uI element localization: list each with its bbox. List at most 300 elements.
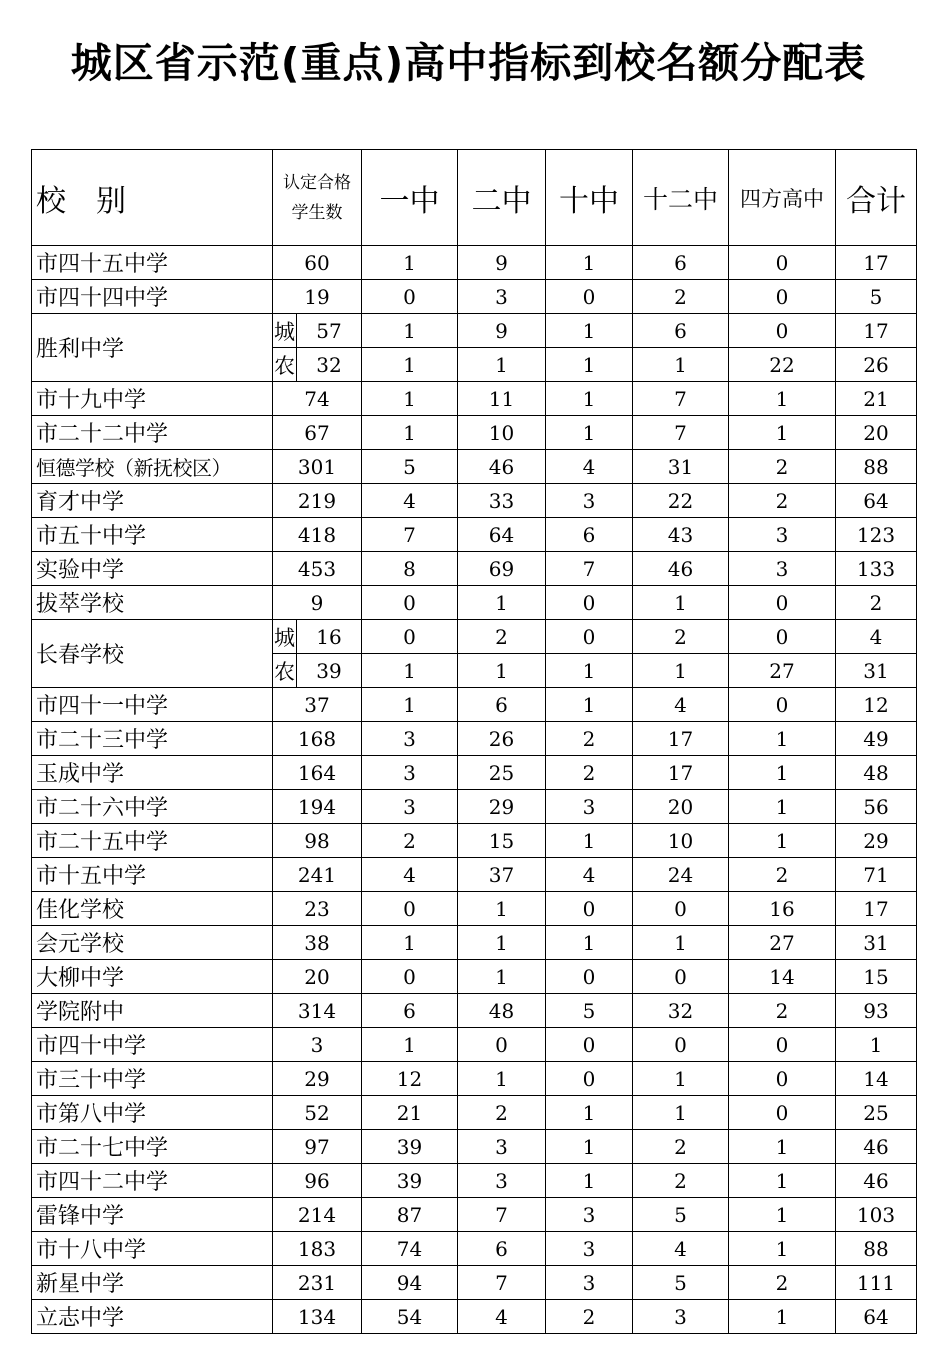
yizhong-cell: 54: [362, 1300, 458, 1334]
erzhong-cell: 26: [458, 722, 546, 756]
school-name: 实验中学: [32, 552, 273, 586]
shierzhong-cell: 10: [633, 824, 729, 858]
school-name: 市十九中学: [32, 382, 273, 416]
erzhong-cell: 11: [458, 382, 546, 416]
erzhong-cell: 1: [458, 1062, 546, 1096]
yizhong-cell: 8: [362, 552, 458, 586]
table-row: [32, 688, 917, 722]
sifang-cell: 27: [729, 654, 836, 688]
shizhong-cell: 1: [546, 654, 633, 688]
table-row: [32, 1164, 917, 1198]
sifang-cell: 1: [729, 1164, 836, 1198]
total-cell: 17: [836, 892, 917, 926]
shierzhong-cell: 31: [633, 450, 729, 484]
table-row: [32, 450, 917, 484]
total-cell: 5: [836, 280, 917, 314]
qualified-count: 241: [273, 858, 362, 892]
sifang-cell: 0: [729, 620, 836, 654]
table-body: [32, 246, 917, 1334]
sifang-cell: 0: [729, 1096, 836, 1130]
table-row: [32, 960, 917, 994]
total-cell: 64: [836, 1300, 917, 1334]
yizhong-cell: 1: [362, 246, 458, 280]
table-row: [32, 314, 917, 348]
qualified-count: 96: [273, 1164, 362, 1198]
qualified-count: 19: [273, 280, 362, 314]
shierzhong-cell: 6: [633, 314, 729, 348]
total-cell: 17: [836, 314, 917, 348]
qualified-count: 453: [273, 552, 362, 586]
shizhong-cell: 0: [546, 280, 633, 314]
shizhong-cell: 1: [546, 314, 633, 348]
table-row: [32, 416, 917, 450]
table-row: [32, 1062, 917, 1096]
yizhong-cell: 0: [362, 586, 458, 620]
erzhong-cell: 9: [458, 246, 546, 280]
total-cell: 46: [836, 1130, 917, 1164]
shizhong-cell: 5: [546, 994, 633, 1028]
qualified-count: 23: [273, 892, 362, 926]
sifang-cell: 0: [729, 1062, 836, 1096]
shizhong-cell: 1: [546, 348, 633, 382]
erzhong-cell: 3: [458, 1130, 546, 1164]
erzhong-cell: 1: [458, 348, 546, 382]
header-yizhong: 一中: [362, 150, 458, 246]
erzhong-cell: 37: [458, 858, 546, 892]
area-label: 城: [273, 620, 297, 654]
yizhong-cell: 1: [362, 926, 458, 960]
erzhong-cell: 33: [458, 484, 546, 518]
yizhong-cell: 0: [362, 620, 458, 654]
sifang-cell: 2: [729, 858, 836, 892]
shizhong-cell: 2: [546, 722, 633, 756]
school-name: 市四十五中学: [32, 246, 273, 280]
table-row: [32, 1198, 917, 1232]
sifang-cell: 2: [729, 484, 836, 518]
school-name: 佳化学校: [32, 892, 273, 926]
shierzhong-cell: 46: [633, 552, 729, 586]
table-row: [32, 994, 917, 1028]
erzhong-cell: 64: [458, 518, 546, 552]
total-cell: 14: [836, 1062, 917, 1096]
erzhong-cell: 1: [458, 960, 546, 994]
qualified-count: 74: [273, 382, 362, 416]
total-cell: 56: [836, 790, 917, 824]
school-name: 市二十二中学: [32, 416, 273, 450]
table-row: [32, 518, 917, 552]
shierzhong-cell: 17: [633, 722, 729, 756]
yizhong-cell: 3: [362, 756, 458, 790]
total-cell: 17: [836, 246, 917, 280]
shierzhong-cell: 1: [633, 654, 729, 688]
yizhong-cell: 3: [362, 790, 458, 824]
sifang-cell: 1: [729, 790, 836, 824]
qualified-count: 52: [273, 1096, 362, 1130]
shierzhong-cell: 2: [633, 1130, 729, 1164]
yizhong-cell: 0: [362, 280, 458, 314]
qualified-count: 168: [273, 722, 362, 756]
yizhong-cell: 7: [362, 518, 458, 552]
total-cell: 93: [836, 994, 917, 1028]
erzhong-cell: 10: [458, 416, 546, 450]
yizhong-cell: 0: [362, 960, 458, 994]
shierzhong-cell: 0: [633, 892, 729, 926]
header-school: 校 别: [32, 150, 273, 246]
sifang-cell: 1: [729, 756, 836, 790]
shizhong-cell: 1: [546, 1164, 633, 1198]
shierzhong-cell: 1: [633, 1062, 729, 1096]
shizhong-cell: 1: [546, 416, 633, 450]
yizhong-cell: 4: [362, 858, 458, 892]
school-name: 市五十中学: [32, 518, 273, 552]
erzhong-cell: 25: [458, 756, 546, 790]
school-name: 雷锋中学: [32, 1198, 273, 1232]
qualified-count: 183: [273, 1232, 362, 1266]
shierzhong-cell: 6: [633, 246, 729, 280]
total-cell: 88: [836, 450, 917, 484]
erzhong-cell: 1: [458, 654, 546, 688]
shierzhong-cell: 2: [633, 1164, 729, 1198]
table-row: [32, 926, 917, 960]
erzhong-cell: 1: [458, 926, 546, 960]
sifang-cell: 0: [729, 280, 836, 314]
school-name: 市二十三中学: [32, 722, 273, 756]
table-row: [32, 246, 917, 280]
shizhong-cell: 6: [546, 518, 633, 552]
qualified-count: 3: [273, 1028, 362, 1062]
table-row: [32, 586, 917, 620]
yizhong-cell: 1: [362, 688, 458, 722]
table-row: [32, 484, 917, 518]
shierzhong-cell: 4: [633, 1232, 729, 1266]
shizhong-cell: 0: [546, 620, 633, 654]
erzhong-cell: 3: [458, 1164, 546, 1198]
shierzhong-cell: 17: [633, 756, 729, 790]
sifang-cell: 2: [729, 1266, 836, 1300]
shierzhong-cell: 2: [633, 620, 729, 654]
total-cell: 123: [836, 518, 917, 552]
qualified-count: 219: [273, 484, 362, 518]
sifang-cell: 22: [729, 348, 836, 382]
yizhong-cell: 12: [362, 1062, 458, 1096]
shizhong-cell: 4: [546, 858, 633, 892]
table-row: [32, 1232, 917, 1266]
erzhong-cell: 15: [458, 824, 546, 858]
total-cell: 31: [836, 654, 917, 688]
shierzhong-cell: 0: [633, 1028, 729, 1062]
header-erzhong: 二中: [458, 150, 546, 246]
sifang-cell: 3: [729, 552, 836, 586]
area-label: 农: [273, 654, 297, 688]
school-name: 市二十七中学: [32, 1130, 273, 1164]
school-name: 市第八中学: [32, 1096, 273, 1130]
sifang-cell: 14: [729, 960, 836, 994]
total-cell: 2: [836, 586, 917, 620]
header-qualified: [273, 150, 362, 246]
shizhong-cell: 3: [546, 1232, 633, 1266]
table-row: [32, 1266, 917, 1300]
sifang-cell: 1: [729, 1300, 836, 1334]
total-cell: 64: [836, 484, 917, 518]
shierzhong-cell: 20: [633, 790, 729, 824]
school-name: 市三十中学: [32, 1062, 273, 1096]
yizhong-cell: 0: [362, 892, 458, 926]
shizhong-cell: 1: [546, 246, 633, 280]
qualified-count: 38: [273, 926, 362, 960]
school-name: 胜利中学: [32, 314, 273, 382]
qualified-count: 39: [297, 654, 362, 688]
shizhong-cell: 2: [546, 1300, 633, 1334]
sifang-cell: 1: [729, 1130, 836, 1164]
qualified-count: 29: [273, 1062, 362, 1096]
school-name: 会元学校: [32, 926, 273, 960]
area-label: 城: [273, 314, 297, 348]
table-row: [32, 1130, 917, 1164]
qualified-count: 301: [273, 450, 362, 484]
qualified-count: 134: [273, 1300, 362, 1334]
qualified-count: 194: [273, 790, 362, 824]
table-row: [32, 1028, 917, 1062]
school-name: 市四十一中学: [32, 688, 273, 722]
shierzhong-cell: 43: [633, 518, 729, 552]
table-row: [32, 790, 917, 824]
yizhong-cell: 2: [362, 824, 458, 858]
total-cell: 46: [836, 1164, 917, 1198]
sifang-cell: 2: [729, 994, 836, 1028]
total-cell: 26: [836, 348, 917, 382]
school-name: 市十八中学: [32, 1232, 273, 1266]
sifang-cell: 1: [729, 1232, 836, 1266]
shizhong-cell: 0: [546, 1062, 633, 1096]
shizhong-cell: 2: [546, 756, 633, 790]
shierzhong-cell: 3: [633, 1300, 729, 1334]
shizhong-cell: 1: [546, 688, 633, 722]
allocation-table: [31, 149, 917, 1334]
shizhong-cell: 1: [546, 382, 633, 416]
total-cell: 29: [836, 824, 917, 858]
sifang-cell: 1: [729, 722, 836, 756]
sifang-cell: 27: [729, 926, 836, 960]
table-row: [32, 892, 917, 926]
school-name: 市二十五中学: [32, 824, 273, 858]
erzhong-cell: 9: [458, 314, 546, 348]
erzhong-cell: 46: [458, 450, 546, 484]
shizhong-cell: 3: [546, 1198, 633, 1232]
yizhong-cell: 1: [362, 382, 458, 416]
erzhong-cell: 29: [458, 790, 546, 824]
yizhong-cell: 6: [362, 994, 458, 1028]
total-cell: 49: [836, 722, 917, 756]
total-cell: 111: [836, 1266, 917, 1300]
shizhong-cell: 0: [546, 892, 633, 926]
yizhong-cell: 1: [362, 654, 458, 688]
header-shizhong: 十中: [546, 150, 633, 246]
qualified-count: 57: [297, 314, 362, 348]
erzhong-cell: 1: [458, 586, 546, 620]
qualified-count: 164: [273, 756, 362, 790]
table-row: [32, 280, 917, 314]
table-row: [32, 722, 917, 756]
school-name: 市四十中学: [32, 1028, 273, 1062]
shizhong-cell: 0: [546, 960, 633, 994]
sifang-cell: 1: [729, 382, 836, 416]
sifang-cell: 1: [729, 824, 836, 858]
page-title: 城区省示范(重点)高中指标到校名额分配表: [70, 39, 867, 87]
shierzhong-cell: 32: [633, 994, 729, 1028]
total-cell: 103: [836, 1198, 917, 1232]
school-name: 学院附中: [32, 994, 273, 1028]
shizhong-cell: 4: [546, 450, 633, 484]
school-name: 市十五中学: [32, 858, 273, 892]
school-name: 长春学校: [32, 620, 273, 688]
shizhong-cell: 3: [546, 484, 633, 518]
erzhong-cell: 7: [458, 1266, 546, 1300]
qualified-count: 16: [297, 620, 362, 654]
header-qualified-line2: 学生数: [291, 202, 343, 223]
header-qualified-line1: 认定合格: [283, 172, 351, 193]
erzhong-cell: 6: [458, 688, 546, 722]
total-cell: 31: [836, 926, 917, 960]
yizhong-cell: 1: [362, 416, 458, 450]
header-total: 合计: [836, 150, 917, 246]
school-name: 市四十四中学: [32, 280, 273, 314]
sifang-cell: 1: [729, 416, 836, 450]
shierzhong-cell: 24: [633, 858, 729, 892]
school-name: 拔萃学校: [32, 586, 273, 620]
school-name: 玉成中学: [32, 756, 273, 790]
sifang-cell: 0: [729, 1028, 836, 1062]
total-cell: 1: [836, 1028, 917, 1062]
yizhong-cell: 1: [362, 314, 458, 348]
total-cell: 71: [836, 858, 917, 892]
yizhong-cell: 1: [362, 348, 458, 382]
qualified-count: 9: [273, 586, 362, 620]
sifang-cell: 1: [729, 1198, 836, 1232]
total-cell: 88: [836, 1232, 917, 1266]
shierzhong-cell: 1: [633, 926, 729, 960]
header-row: [32, 150, 917, 246]
yizhong-cell: 21: [362, 1096, 458, 1130]
shierzhong-cell: 1: [633, 348, 729, 382]
qualified-count: 32: [297, 348, 362, 382]
qualified-count: 97: [273, 1130, 362, 1164]
qualified-count: 60: [273, 246, 362, 280]
qualified-count: 314: [273, 994, 362, 1028]
yizhong-cell: 1: [362, 1028, 458, 1062]
school-name: 市二十六中学: [32, 790, 273, 824]
shizhong-cell: 0: [546, 1028, 633, 1062]
shizhong-cell: 1: [546, 1130, 633, 1164]
school-name: 育才中学: [32, 484, 273, 518]
qualified-count: 214: [273, 1198, 362, 1232]
sifang-cell: 2: [729, 450, 836, 484]
erzhong-cell: 6: [458, 1232, 546, 1266]
yizhong-cell: 3: [362, 722, 458, 756]
qualified-count: 231: [273, 1266, 362, 1300]
qualified-count: 67: [273, 416, 362, 450]
erzhong-cell: 69: [458, 552, 546, 586]
shierzhong-cell: 7: [633, 416, 729, 450]
table-row: [32, 552, 917, 586]
total-cell: 15: [836, 960, 917, 994]
yizhong-cell: 94: [362, 1266, 458, 1300]
table-row: [32, 824, 917, 858]
erzhong-cell: 1: [458, 892, 546, 926]
shierzhong-cell: 22: [633, 484, 729, 518]
sifang-cell: 0: [729, 586, 836, 620]
total-cell: 12: [836, 688, 917, 722]
total-cell: 4: [836, 620, 917, 654]
shizhong-cell: 1: [546, 926, 633, 960]
shizhong-cell: 3: [546, 1266, 633, 1300]
table-row: [32, 1300, 917, 1334]
erzhong-cell: 7: [458, 1198, 546, 1232]
sifang-cell: 0: [729, 688, 836, 722]
table-row: [32, 1096, 917, 1130]
qualified-count: 20: [273, 960, 362, 994]
school-name: 立志中学: [32, 1300, 273, 1334]
table-row: [32, 382, 917, 416]
shierzhong-cell: 7: [633, 382, 729, 416]
school-name: 恒德学校（新抚校区）: [32, 450, 273, 484]
qualified-count: 98: [273, 824, 362, 858]
shierzhong-cell: 5: [633, 1266, 729, 1300]
shierzhong-cell: 4: [633, 688, 729, 722]
shizhong-cell: 7: [546, 552, 633, 586]
school-name: 新星中学: [32, 1266, 273, 1300]
shierzhong-cell: 0: [633, 960, 729, 994]
shizhong-cell: 1: [546, 1096, 633, 1130]
erzhong-cell: 3: [458, 280, 546, 314]
sifang-cell: 3: [729, 518, 836, 552]
erzhong-cell: 2: [458, 620, 546, 654]
total-cell: 48: [836, 756, 917, 790]
shizhong-cell: 0: [546, 586, 633, 620]
sifang-cell: 0: [729, 314, 836, 348]
yizhong-cell: 4: [362, 484, 458, 518]
total-cell: 25: [836, 1096, 917, 1130]
erzhong-cell: 4: [458, 1300, 546, 1334]
qualified-count: 37: [273, 688, 362, 722]
total-cell: 20: [836, 416, 917, 450]
shierzhong-cell: 2: [633, 280, 729, 314]
sifang-cell: 16: [729, 892, 836, 926]
table-row: [32, 620, 917, 654]
school-name: 市四十二中学: [32, 1164, 273, 1198]
shierzhong-cell: 5: [633, 1198, 729, 1232]
qualified-count: 418: [273, 518, 362, 552]
sifang-cell: 0: [729, 246, 836, 280]
yizhong-cell: 87: [362, 1198, 458, 1232]
shierzhong-cell: 1: [633, 1096, 729, 1130]
shizhong-cell: 3: [546, 790, 633, 824]
header-shierzhong: 十二中: [633, 150, 729, 246]
yizhong-cell: 74: [362, 1232, 458, 1266]
school-name: 大柳中学: [32, 960, 273, 994]
yizhong-cell: 39: [362, 1130, 458, 1164]
table-row: [32, 858, 917, 892]
erzhong-cell: 0: [458, 1028, 546, 1062]
yizhong-cell: 5: [362, 450, 458, 484]
erzhong-cell: 48: [458, 994, 546, 1028]
header-sifang: 四方高中: [729, 150, 836, 246]
total-cell: 133: [836, 552, 917, 586]
erzhong-cell: 2: [458, 1096, 546, 1130]
total-cell: 21: [836, 382, 917, 416]
shizhong-cell: 1: [546, 824, 633, 858]
area-label: 农: [273, 348, 297, 382]
table-row: [32, 756, 917, 790]
